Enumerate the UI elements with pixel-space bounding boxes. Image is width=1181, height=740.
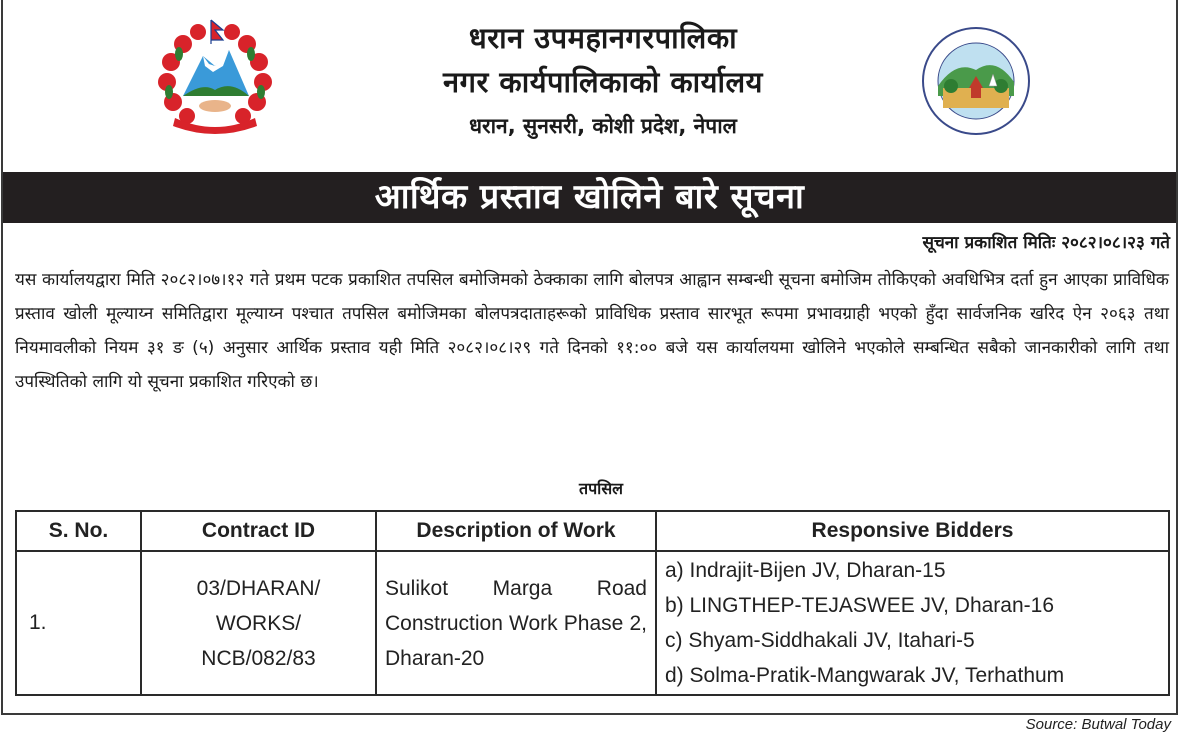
description-word: Sulikot bbox=[385, 576, 449, 600]
annex-label: तपसिल bbox=[578, 479, 623, 498]
cell-bidders bbox=[656, 551, 1169, 695]
description-rest: Construction Work Phase 2, Dharan-20 bbox=[385, 611, 647, 670]
header-contract-id: Contract ID bbox=[141, 511, 376, 551]
bidder-item: c) Shyam-Siddhakali JV, Itahari-5 bbox=[665, 629, 975, 652]
bidder-item: a) Indrajit-Bijen JV, Dharan-15 bbox=[665, 559, 946, 582]
notice-title: आर्थिक प्रस्ताव खोलिने बारे सूचना bbox=[3, 172, 1176, 223]
nepal-emblem-logo bbox=[153, 14, 277, 138]
description-first-line bbox=[385, 571, 647, 606]
header-description: Description of Work bbox=[376, 511, 656, 551]
source-credit: Source: Butwal Today bbox=[1025, 716, 1171, 733]
notice-frame bbox=[1, 0, 1178, 715]
bidder-item: d) Solma-Pratik-Mangwarak JV, Terhathum bbox=[665, 664, 1065, 687]
contract-id-line: NCB/082/83 bbox=[201, 646, 316, 670]
notice-body: यस कार्यालयद्वारा मिति २०८२।०७।१२ गते प्रथम पटक प्रकाशित तपसिल बमोजिमको ठेक्काका लागि बोलपत्र आह्वान सम्बन्धी सूचना बमोजिम तोकिएको अवधिभित्र दर्ता हुन आएका प्राविधिक प्रस्ताव खोली मूल्याय्न समितिद्वारा मूल्याय्न पश्चात तपसिल बमोजिमका बोलपत्रदाताहरूको प्राविधिक प्रस्ताव सारभूत रूपमा प्रभावग्राही भएको हुँदा सार्वजनिक खरिद ऐन २०६३ तथा नियमावलीको नियम ३१ ङ (५) अनुसार आर्थिक प्रस्ताव यही मिति २०८२।०८।२९ गते दिनको ११:०० बजे यस कार्यालयमा खोलिने भएकोले सम्बन्धित सबैको जानकारीको लागि तथा उपस्थितिको लागि यो सूचना प्रकाशित गरिएको छ। bbox=[15, 270, 1169, 392]
office-name-block bbox=[303, 18, 903, 146]
office-address: धरान, सुनसरी, कोशी प्रदेश, नेपाल bbox=[469, 114, 737, 138]
header-sno: S. No. bbox=[16, 511, 141, 551]
contract-id-line: WORKS/ bbox=[215, 611, 302, 635]
description-word: Marga bbox=[492, 576, 553, 600]
cell-description bbox=[376, 551, 656, 695]
table-row bbox=[16, 551, 1169, 695]
header-bidders: Responsive Bidders bbox=[656, 511, 1169, 551]
cell-contract-id bbox=[141, 551, 376, 695]
published-date: सूचना प्रकाशित मितिः २०८२।०८।२३ गते bbox=[922, 233, 1170, 253]
notice-header bbox=[3, 0, 1176, 170]
cell-sno: 1. bbox=[16, 551, 141, 695]
contract-id-line: 03/DHARAN/ bbox=[196, 576, 321, 600]
table-header-row bbox=[16, 511, 1169, 551]
office-name: नगर कार्यपालिकाको कार्यालय bbox=[443, 65, 763, 99]
description-word: Road bbox=[596, 576, 647, 600]
responsive-bidders-table bbox=[15, 510, 1170, 696]
dharan-municipality-logo bbox=[921, 26, 1031, 136]
bidder-item: b) LINGTHEP-TEJASWEE JV, Dharan-16 bbox=[665, 594, 1055, 617]
municipality-name: धरान उपमहानगरपालिका bbox=[468, 21, 738, 55]
